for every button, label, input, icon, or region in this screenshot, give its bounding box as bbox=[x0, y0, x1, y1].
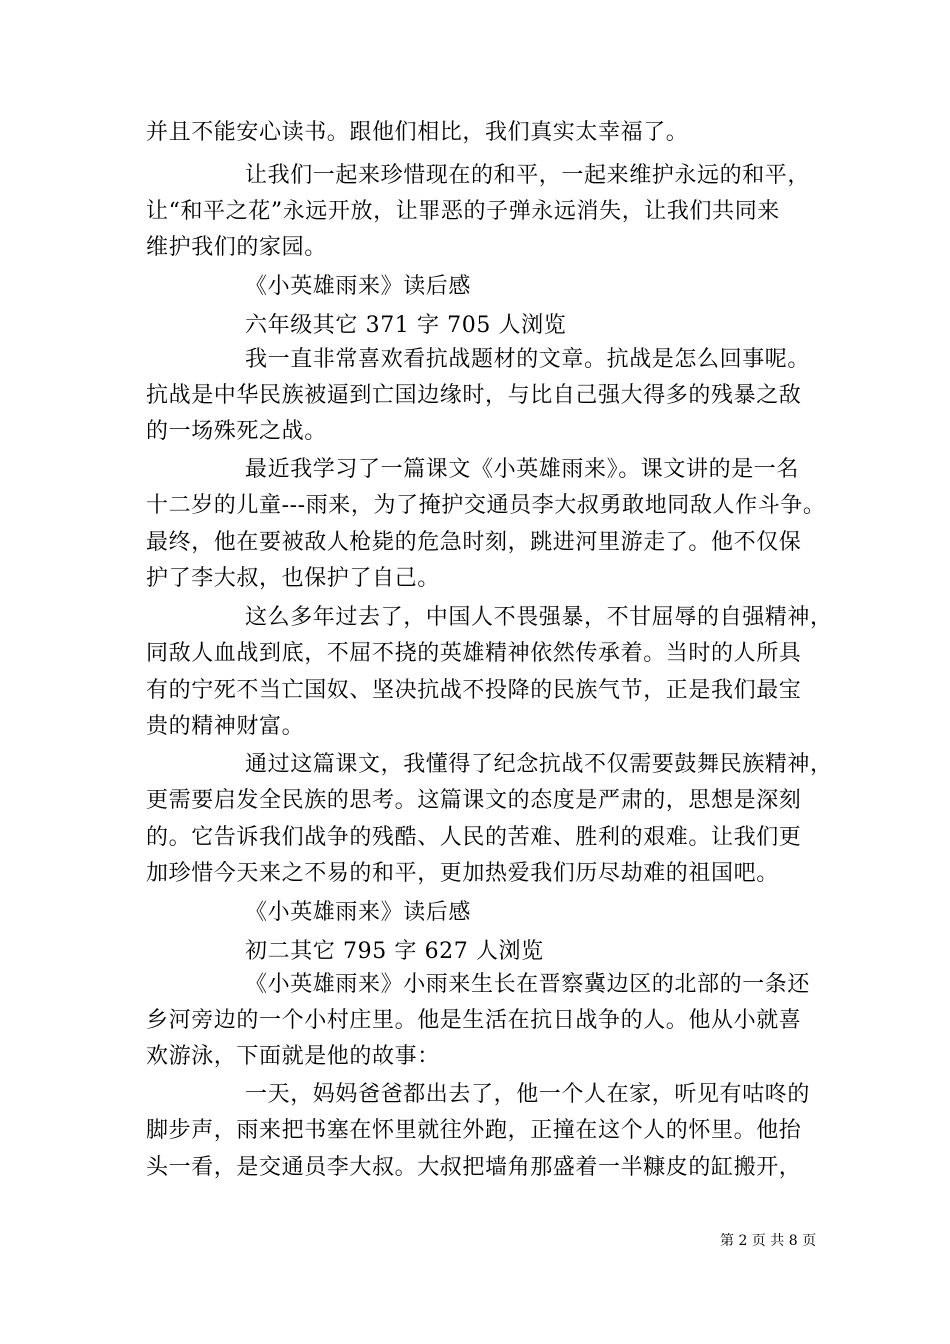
text-line: 让我们一起来珍惜现在的和平，一起来维护永远的和平， bbox=[245, 163, 811, 188]
text-line: 欢游泳，下面就是他的故事： bbox=[146, 1044, 440, 1069]
text-line: 并且不能安心读书。跟他们相比，我们真实太幸福了。 bbox=[146, 120, 689, 145]
text-line: 同敌人血战到底，不屈不挠的英雄精神依然传承着。当时的人所具 bbox=[146, 641, 802, 666]
text-line: 这么多年过去了，中国人不畏强暴，不甘屈辱的自强精神， bbox=[245, 605, 833, 630]
text-line: 最终，他在要被敌人枪毙的危急时刻，跳进河里游走了。他不仅保 bbox=[146, 530, 802, 555]
text-line: 维护我们的家园。 bbox=[146, 235, 327, 260]
text-line: 抗战是中华民族被逼到亡国边缘时，与比自己强大得多的残暴之敌 bbox=[146, 383, 802, 408]
text-line: 加珍惜今天来之不易的和平，更加热爱我们历尽劫难的祖国吧。 bbox=[146, 861, 779, 886]
text-line: 的一场殊死之战。 bbox=[146, 419, 327, 444]
article-meta: 初二其它 795 字 627 人浏览 bbox=[245, 939, 544, 964]
page-number: 第 2 页 共 8 页 bbox=[720, 1233, 817, 1249]
text-line: 贵的精神财富。 bbox=[146, 714, 305, 739]
text-line: 让“和平之花”永远开放，让罪恶的子弹永远消失，让我们共同来 bbox=[146, 199, 780, 224]
text-line: 乡河旁边的一个小村庄里。他是生活在抗日战争的人。他从小就喜 bbox=[146, 1008, 802, 1033]
text-line: 更需要启发全民族的思考。这篇课文的态度是严肃的，思想是深刻 bbox=[146, 788, 802, 813]
text-line: 通过这篇课文，我懂得了纪念抗战不仅需要鼓舞民族精神， bbox=[245, 752, 833, 777]
text-line: 一天，妈妈爸爸都出去了，他一个人在家，听见有咕咚的 bbox=[245, 1082, 811, 1107]
text-line: 护了李大叔，也保护了自己。 bbox=[146, 566, 440, 591]
text-line: 《小英雄雨来》小雨来生长在晋察冀边区的北部的一条还 bbox=[245, 972, 811, 997]
text-line: 头一看，是交通员李大叔。大叔把墙角那盛着一半糠皮的缸搬开， bbox=[146, 1155, 802, 1180]
article-title: 《小英雄雨来》读后感 bbox=[245, 900, 472, 925]
article-meta: 六年级其它 371 字 705 人浏览 bbox=[245, 313, 567, 338]
text-line: 我一直非常喜欢看抗战题材的文章。抗战是怎么回事呢。 bbox=[245, 347, 811, 372]
text-line: 脚步声，雨来把书塞在怀里就往外跑，正撞在这个人的怀里。他抬 bbox=[146, 1118, 802, 1143]
text-line: 的。它告诉我们战争的残酷、人民的苦难、胜利的艰难。让我们更 bbox=[146, 825, 802, 850]
article-title: 《小英雄雨来》读后感 bbox=[245, 274, 472, 299]
text-line: 最近我学习了一篇课文《小英雄雨来》。课文讲的是一名 bbox=[245, 457, 800, 482]
text-line: 十二岁的儿童---雨来，为了掩护交通员李大叔勇敢地同敌人作斗争。 bbox=[146, 493, 826, 518]
text-line: 有的宁死不当亡国奴、坚决抗战不投降的民族气节，正是我们最宝 bbox=[146, 678, 802, 703]
